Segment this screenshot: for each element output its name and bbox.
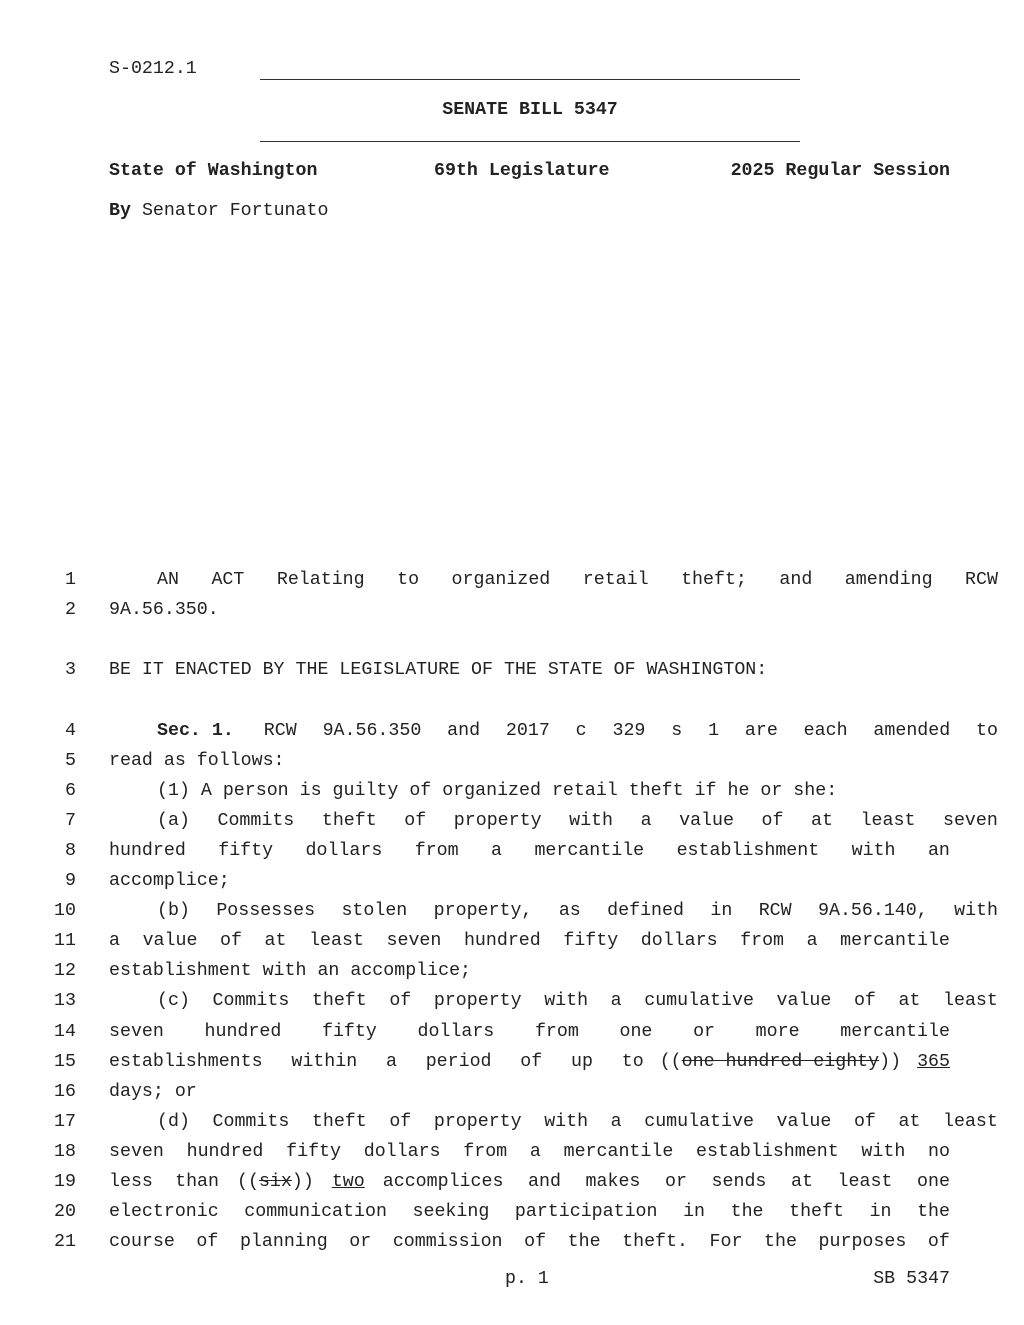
bill-text-line: read as follows: bbox=[109, 751, 285, 771]
line-number: 9 bbox=[65, 871, 76, 891]
word: in bbox=[869, 1202, 892, 1222]
bill-text-line bbox=[109, 1021, 950, 1043]
title-rule-top bbox=[260, 79, 800, 80]
word: amended bbox=[873, 721, 951, 741]
word: organized bbox=[451, 570, 551, 590]
word: at bbox=[898, 991, 921, 1011]
deletion-open-bracket: (( bbox=[659, 1052, 682, 1072]
deletion-group bbox=[237, 1171, 314, 1193]
sponsor-line bbox=[109, 200, 328, 222]
word: Commits bbox=[217, 811, 295, 831]
bill-text-segment bbox=[109, 1171, 219, 1193]
word: accomplices bbox=[382, 1172, 504, 1192]
word: as bbox=[558, 901, 581, 921]
word: from bbox=[534, 1022, 579, 1042]
word: Relating bbox=[276, 570, 365, 590]
word: AN bbox=[157, 570, 179, 590]
word: than bbox=[175, 1172, 219, 1192]
bill-text-line bbox=[109, 840, 950, 862]
deletion-close-bracket: )) bbox=[291, 1172, 314, 1192]
word: less bbox=[109, 1172, 153, 1192]
word: of bbox=[927, 1232, 950, 1252]
word: s bbox=[671, 721, 683, 741]
word: (d) bbox=[157, 1112, 190, 1132]
line-number: 11 bbox=[54, 931, 76, 951]
word: of bbox=[196, 1232, 219, 1252]
word: one bbox=[619, 1022, 653, 1042]
line-number: 13 bbox=[54, 991, 76, 1011]
word: with bbox=[954, 901, 998, 921]
word: the bbox=[917, 1202, 950, 1222]
bill-text-line: days; or bbox=[109, 1082, 197, 1102]
word: value bbox=[776, 991, 832, 1011]
line-number: 8 bbox=[65, 841, 76, 861]
word: from bbox=[414, 841, 459, 861]
word: seven bbox=[109, 1022, 164, 1042]
page-number: p. 1 bbox=[505, 1269, 549, 1289]
word: (c) bbox=[157, 991, 190, 1011]
enacting-clause: BE IT ENACTED BY THE LEGISLATURE OF THE STATE OF WASHINGTON: bbox=[109, 660, 768, 680]
word: 1 bbox=[708, 721, 720, 741]
word: with bbox=[861, 1142, 906, 1162]
bill-text-line bbox=[109, 1231, 950, 1253]
bill-reference: SB 5347 bbox=[873, 1269, 950, 1289]
word: a bbox=[529, 1142, 541, 1162]
section-number: Sec. 1. bbox=[157, 721, 234, 741]
word: 9A.56.350 bbox=[322, 721, 422, 741]
inserted-text: 365 bbox=[917, 1052, 950, 1072]
word: Commits bbox=[212, 1112, 290, 1132]
word: electronic bbox=[109, 1202, 219, 1222]
document-code: S-0212.1 bbox=[109, 59, 197, 79]
word: commission bbox=[392, 1232, 503, 1252]
word: property bbox=[453, 811, 542, 831]
word: and bbox=[447, 721, 481, 741]
word: at bbox=[898, 1112, 921, 1132]
line-number: 18 bbox=[54, 1142, 76, 1162]
word: and bbox=[528, 1172, 561, 1192]
line-number: 6 bbox=[65, 781, 76, 801]
word: of bbox=[389, 991, 412, 1011]
word: dollars bbox=[363, 1142, 441, 1162]
word: dollars bbox=[640, 931, 718, 951]
word: purposes bbox=[818, 1232, 907, 1252]
word: of bbox=[853, 1112, 876, 1132]
word: a bbox=[640, 811, 652, 831]
word: 329 bbox=[612, 721, 646, 741]
line-number: 19 bbox=[54, 1172, 76, 1192]
word: seeking bbox=[412, 1202, 490, 1222]
word: from bbox=[740, 931, 785, 951]
word: For bbox=[709, 1232, 743, 1252]
line-number: 21 bbox=[54, 1232, 76, 1252]
word: (b) bbox=[157, 901, 190, 921]
line-number: 17 bbox=[54, 1112, 76, 1132]
word: a bbox=[109, 931, 120, 951]
word: at bbox=[811, 811, 833, 831]
word: defined bbox=[607, 901, 684, 921]
word: theft; bbox=[681, 570, 747, 590]
deletion-open-bracket: (( bbox=[237, 1172, 259, 1192]
by-label: By bbox=[109, 201, 131, 221]
session-name: 2025 Regular Session bbox=[730, 161, 950, 181]
word: the bbox=[730, 1202, 764, 1222]
deletion-close-bracket: )) bbox=[879, 1052, 902, 1072]
word: to bbox=[621, 1052, 644, 1072]
word: retail bbox=[582, 570, 649, 590]
line-number: 7 bbox=[65, 811, 76, 831]
word: value bbox=[142, 931, 198, 951]
state-name: State of Washington bbox=[109, 161, 318, 181]
word: property bbox=[433, 991, 522, 1011]
word: mercantile bbox=[563, 1142, 674, 1162]
bill-text-line bbox=[109, 810, 998, 832]
word: value bbox=[776, 1112, 832, 1132]
word: establishment bbox=[676, 841, 820, 861]
word: theft bbox=[321, 811, 377, 831]
word: of bbox=[761, 811, 784, 831]
word: hundred bbox=[186, 1142, 264, 1162]
bill-text-line: (1) A person is guilty of organized retail theft if he or she: bbox=[157, 781, 838, 801]
word: establishment bbox=[696, 1142, 839, 1162]
word: of bbox=[853, 991, 876, 1011]
word: at bbox=[264, 931, 287, 951]
bill-title: SENATE BILL 5347 bbox=[442, 100, 618, 120]
word: fifty bbox=[563, 931, 619, 951]
bill-text-line: accomplice; bbox=[109, 871, 230, 891]
sponsor-name: Senator Fortunato bbox=[141, 201, 329, 221]
bill-text-line bbox=[109, 1141, 950, 1163]
bill-text-line bbox=[109, 930, 950, 952]
word: theft. bbox=[622, 1232, 688, 1252]
word: each bbox=[803, 721, 848, 741]
word: theft bbox=[311, 1112, 367, 1132]
bill-text-line: establishment with an accomplice; bbox=[109, 961, 472, 981]
word: to bbox=[976, 721, 998, 741]
word: a bbox=[610, 991, 622, 1011]
deleted-text: one hundred eighty bbox=[681, 1052, 880, 1072]
bill-text-segment bbox=[383, 1171, 950, 1193]
word: seven bbox=[386, 931, 442, 951]
word: property, bbox=[433, 901, 533, 921]
word: mercantile bbox=[840, 1022, 950, 1042]
word: with bbox=[544, 1112, 589, 1132]
word: an bbox=[927, 841, 950, 861]
word: Possesses bbox=[216, 901, 316, 921]
word: with bbox=[544, 991, 589, 1011]
word: course bbox=[109, 1232, 175, 1252]
word: theft bbox=[311, 991, 367, 1011]
line-number: 16 bbox=[54, 1082, 76, 1102]
word: makes bbox=[585, 1172, 641, 1192]
word: cumulative bbox=[644, 1112, 754, 1132]
word: mercantile bbox=[840, 931, 950, 951]
word: Commits bbox=[212, 991, 290, 1011]
amended-text-line bbox=[109, 1051, 950, 1073]
deletion-group bbox=[660, 1051, 901, 1073]
word: fifty bbox=[218, 841, 274, 861]
word: c bbox=[575, 721, 587, 741]
word: more bbox=[755, 1022, 800, 1042]
word: theft bbox=[789, 1202, 844, 1222]
word: fifty bbox=[321, 1022, 377, 1042]
legislature-number: 69th Legislature bbox=[434, 161, 610, 181]
word: dollars bbox=[417, 1022, 495, 1042]
deleted-text: six bbox=[258, 1172, 292, 1192]
word: no bbox=[928, 1142, 950, 1162]
amended-text-line bbox=[109, 1171, 950, 1193]
word: to bbox=[397, 570, 420, 590]
line-number: 5 bbox=[65, 751, 76, 771]
word: the bbox=[764, 1232, 797, 1252]
word: one bbox=[917, 1172, 950, 1192]
line-number: 15 bbox=[54, 1052, 76, 1072]
word: of bbox=[389, 1112, 412, 1132]
line-number: 10 bbox=[54, 901, 76, 921]
word: hundred bbox=[463, 931, 541, 951]
word: and bbox=[779, 570, 813, 590]
line-number: 4 bbox=[65, 721, 76, 741]
word: stolen bbox=[341, 901, 408, 921]
word: are bbox=[744, 721, 778, 741]
title-rule-bottom bbox=[260, 141, 800, 142]
word: RCW bbox=[758, 901, 792, 921]
word: of bbox=[220, 931, 242, 951]
word: establishments bbox=[109, 1052, 263, 1072]
word: hundred bbox=[109, 841, 186, 861]
word: RCW bbox=[263, 721, 297, 741]
word: in bbox=[683, 1202, 706, 1222]
bill-text-line bbox=[109, 1201, 950, 1223]
line-number: 14 bbox=[54, 1022, 76, 1042]
word: of bbox=[520, 1052, 543, 1072]
word: or bbox=[349, 1232, 372, 1252]
word: (a) bbox=[157, 811, 190, 831]
bill-text-segment bbox=[109, 1051, 644, 1073]
word: with bbox=[851, 841, 896, 861]
word: least bbox=[943, 991, 998, 1011]
word: seven bbox=[942, 811, 998, 831]
section-heading-line bbox=[109, 720, 998, 742]
word: 2017 bbox=[505, 721, 550, 741]
word: or bbox=[665, 1172, 687, 1192]
bill-text-line bbox=[109, 1111, 998, 1133]
word: or bbox=[693, 1022, 716, 1042]
word: sends bbox=[711, 1172, 767, 1192]
bill-text-line: 9A.56.350. bbox=[109, 600, 219, 620]
line-number: 3 bbox=[65, 660, 76, 680]
word: RCW bbox=[965, 570, 998, 590]
word: a bbox=[385, 1052, 397, 1072]
word: planning bbox=[239, 1232, 328, 1252]
word: least bbox=[943, 1112, 998, 1132]
word: within bbox=[291, 1052, 358, 1072]
word: up bbox=[571, 1052, 593, 1072]
line-number: 1 bbox=[65, 570, 76, 590]
bill-text-line bbox=[109, 900, 998, 922]
word: amending bbox=[844, 570, 933, 590]
word: least bbox=[837, 1172, 893, 1192]
word: the bbox=[567, 1232, 601, 1252]
word: a bbox=[610, 1112, 622, 1132]
word: least bbox=[309, 931, 364, 951]
line-number: 12 bbox=[54, 961, 76, 981]
word: hundred bbox=[204, 1022, 282, 1042]
word: property bbox=[433, 1112, 522, 1132]
word: dollars bbox=[305, 841, 383, 861]
bill-text-line bbox=[109, 569, 998, 591]
word: period bbox=[425, 1052, 492, 1072]
word: of bbox=[524, 1232, 547, 1252]
word: value bbox=[679, 811, 734, 831]
bill-text-segment bbox=[264, 720, 998, 742]
word: cumulative bbox=[644, 991, 754, 1011]
word: communication bbox=[244, 1202, 387, 1222]
word: seven bbox=[109, 1142, 164, 1162]
bill-text-line bbox=[109, 990, 998, 1012]
inserted-text: two bbox=[331, 1172, 365, 1192]
line-number: 20 bbox=[54, 1202, 76, 1222]
word: at bbox=[791, 1172, 813, 1192]
word: mercantile bbox=[534, 841, 645, 861]
word: of bbox=[404, 811, 427, 831]
word: in bbox=[710, 901, 733, 921]
word: with bbox=[569, 811, 613, 831]
line-number: 2 bbox=[65, 600, 76, 620]
word: least bbox=[860, 811, 916, 831]
word: ACT bbox=[211, 570, 245, 590]
word: from bbox=[463, 1142, 508, 1162]
word: 9A.56.140, bbox=[818, 901, 928, 921]
word: a bbox=[806, 931, 818, 951]
word: a bbox=[491, 841, 503, 861]
word: fifty bbox=[286, 1142, 341, 1162]
word: participation bbox=[514, 1202, 658, 1222]
